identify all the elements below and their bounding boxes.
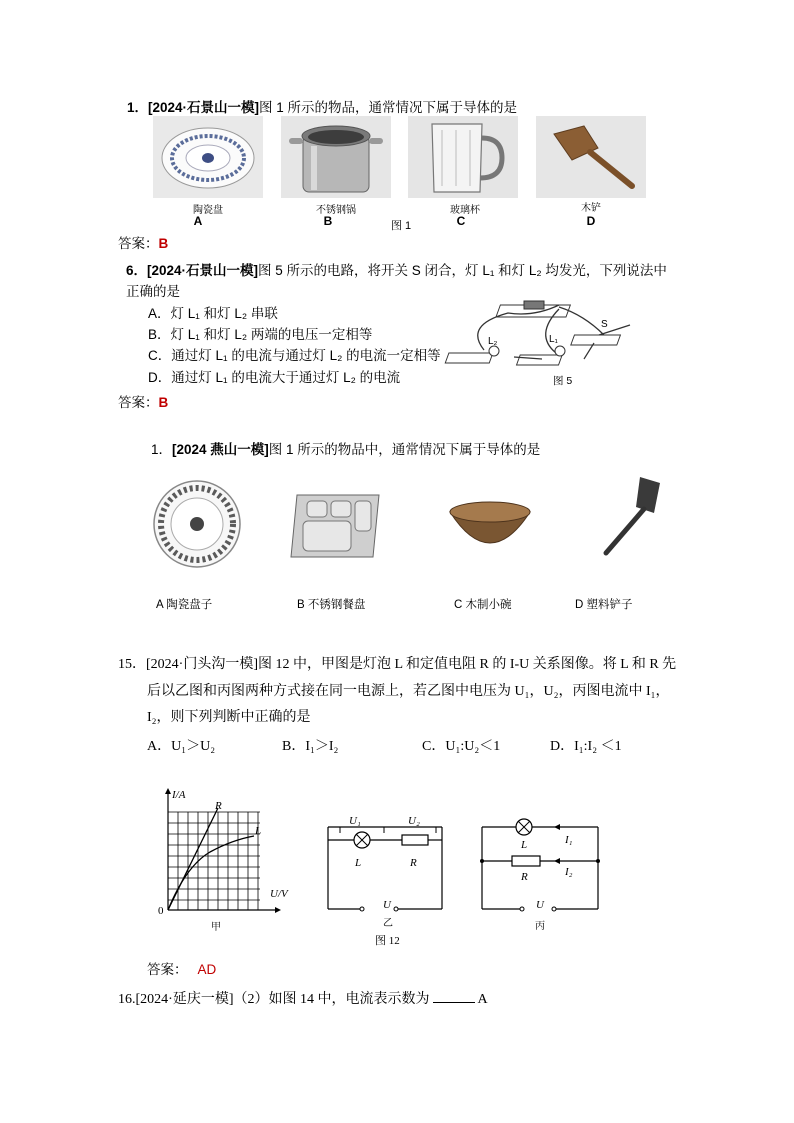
stainless-pot-image [281,116,391,198]
caption-b: 不锈钢锅 [316,205,356,216]
lamp-l1-label: L₁ [549,334,558,345]
letter-d: D [586,214,596,228]
q1a-stem [127,96,517,116]
q15-option-b: B．I₁＞I₂ [282,739,339,754]
answer-value: AD [197,962,217,977]
q6-option-b: B．灯 L₁ 和灯 L₂ 两端的电压一定相等 [148,327,373,342]
resistor-label-bing: R [521,871,528,883]
question-source: [2024·石景山一模] [148,100,260,115]
circuit-bing-caption: 丙 [535,921,545,932]
q15-option-c: C．U₁:U₂＜1 [422,739,501,754]
caption-spatula: D 塑料铲子 [575,599,633,611]
q6-option-a: A．灯 L₁ 和灯 L₂ 串联 [148,306,278,321]
letter-c: C [456,214,466,228]
source-u-label-bing: U [536,899,544,911]
letter-b: B [323,214,333,228]
lamp-label-yi: L [355,857,362,869]
caption-tray: B 不锈钢餐盘 [297,599,366,611]
caption-c: 玻璃杯 [450,205,480,216]
caption-bowl: C 木制小碗 [454,599,512,611]
graph-caption: 甲 [211,922,221,933]
stainless-tray-photo [285,487,385,561]
plate-drawing [153,116,263,198]
question-number: 1． [127,100,149,115]
circuit-yi-caption: 乙 [383,918,393,929]
q16-stem: 16.[2024·延庆一模]（2）如图 14 中，电流表示数为 A [118,992,488,1007]
answer-value: B [158,236,169,251]
spatula-drawing [536,116,646,198]
wooden-bowl-photo [446,494,534,564]
q1a-answer: 答案：B [118,236,169,251]
graph-ylabel: I/A [172,789,186,801]
q6-option-d: D．通过灯 L₁ 的电流大于通过灯 L₂ 的电流 [148,370,401,385]
graph-xlabel: U/V [270,888,288,900]
source-u-label-yi: U [383,899,391,911]
q6-stem-line2: 正确的是 [126,284,180,299]
current-i1-label: I₁ [565,834,573,846]
figure-label-1: 图 1 [391,220,412,232]
plastic-spatula-photo [592,473,672,561]
lamp-l2-label: L₂ [488,336,498,347]
figure-label-5: 图 5 [553,375,573,387]
figure-label-12: 图 12 [375,935,400,947]
question-stem: 图 1 所示的物品，通常情况下属于导体的是 [259,100,518,115]
q15-option-a: A．U₁＞U₂ [147,739,216,754]
letter-a: A [193,214,203,228]
glass-cup-image [408,116,518,198]
curve-r-label: R [215,800,222,812]
porcelain-plate-photo [151,478,243,570]
q6-answer: 答案：B [118,395,169,410]
voltage-u2-label: U₂ [408,815,420,827]
graph-origin: 0 [158,905,164,917]
iu-graph [150,786,300,926]
curve-l-label: L [255,825,262,837]
resistor-label-yi: R [410,857,417,869]
caption-a: 陶瓷盘 [193,205,223,216]
q1b-stem: 1．[2024 燕山一模]图 1 所示的物品中，通常情况下属于导体的是 [151,442,541,457]
q15-answer: 答案： AD [147,962,217,977]
q15-stem-line2: 后以乙图和丙图两种方式接在同一电源上，若乙图中电压为 U₁，U₂，丙图电流中 I₁， [147,684,670,699]
q15-stem-line1: 15．[2024·门头沟一模]图 12 中，甲图是灯泡 L 和定值电阻 R 的 I-U 关系图像。将 L 和 R 先 [118,657,677,672]
q15-stem-line3: I₂，则下列判断中正确的是 [147,710,311,725]
lamp-label-bing: L [521,839,528,851]
answer-blank[interactable] [433,1002,475,1003]
answer-value: B [158,395,169,410]
q15-option-d: D．I₁:I₂ ＜1 [550,739,622,754]
wooden-spatula-image [536,116,646,198]
pot-drawing [281,116,391,198]
caption-plate: A 陶瓷盘子 [156,599,213,611]
porcelain-plate-image [153,116,263,198]
voltage-u1-label: U₁ [349,815,361,827]
glass-drawing [408,116,518,198]
switch-label: S [601,319,608,330]
q6-option-c: C．通过灯 L₁ 的电流与通过灯 L₂ 的电流一定相等 [148,348,441,363]
current-i2-label: I₂ [565,866,573,878]
q6-stem: 6．[2024·石景山一模]图 5 所示的电路，将开关 S 闭合，灯 L₁ 和灯 L₂ 均发光，下列说法中 [126,263,667,278]
caption-d: 木铲 [581,203,601,214]
